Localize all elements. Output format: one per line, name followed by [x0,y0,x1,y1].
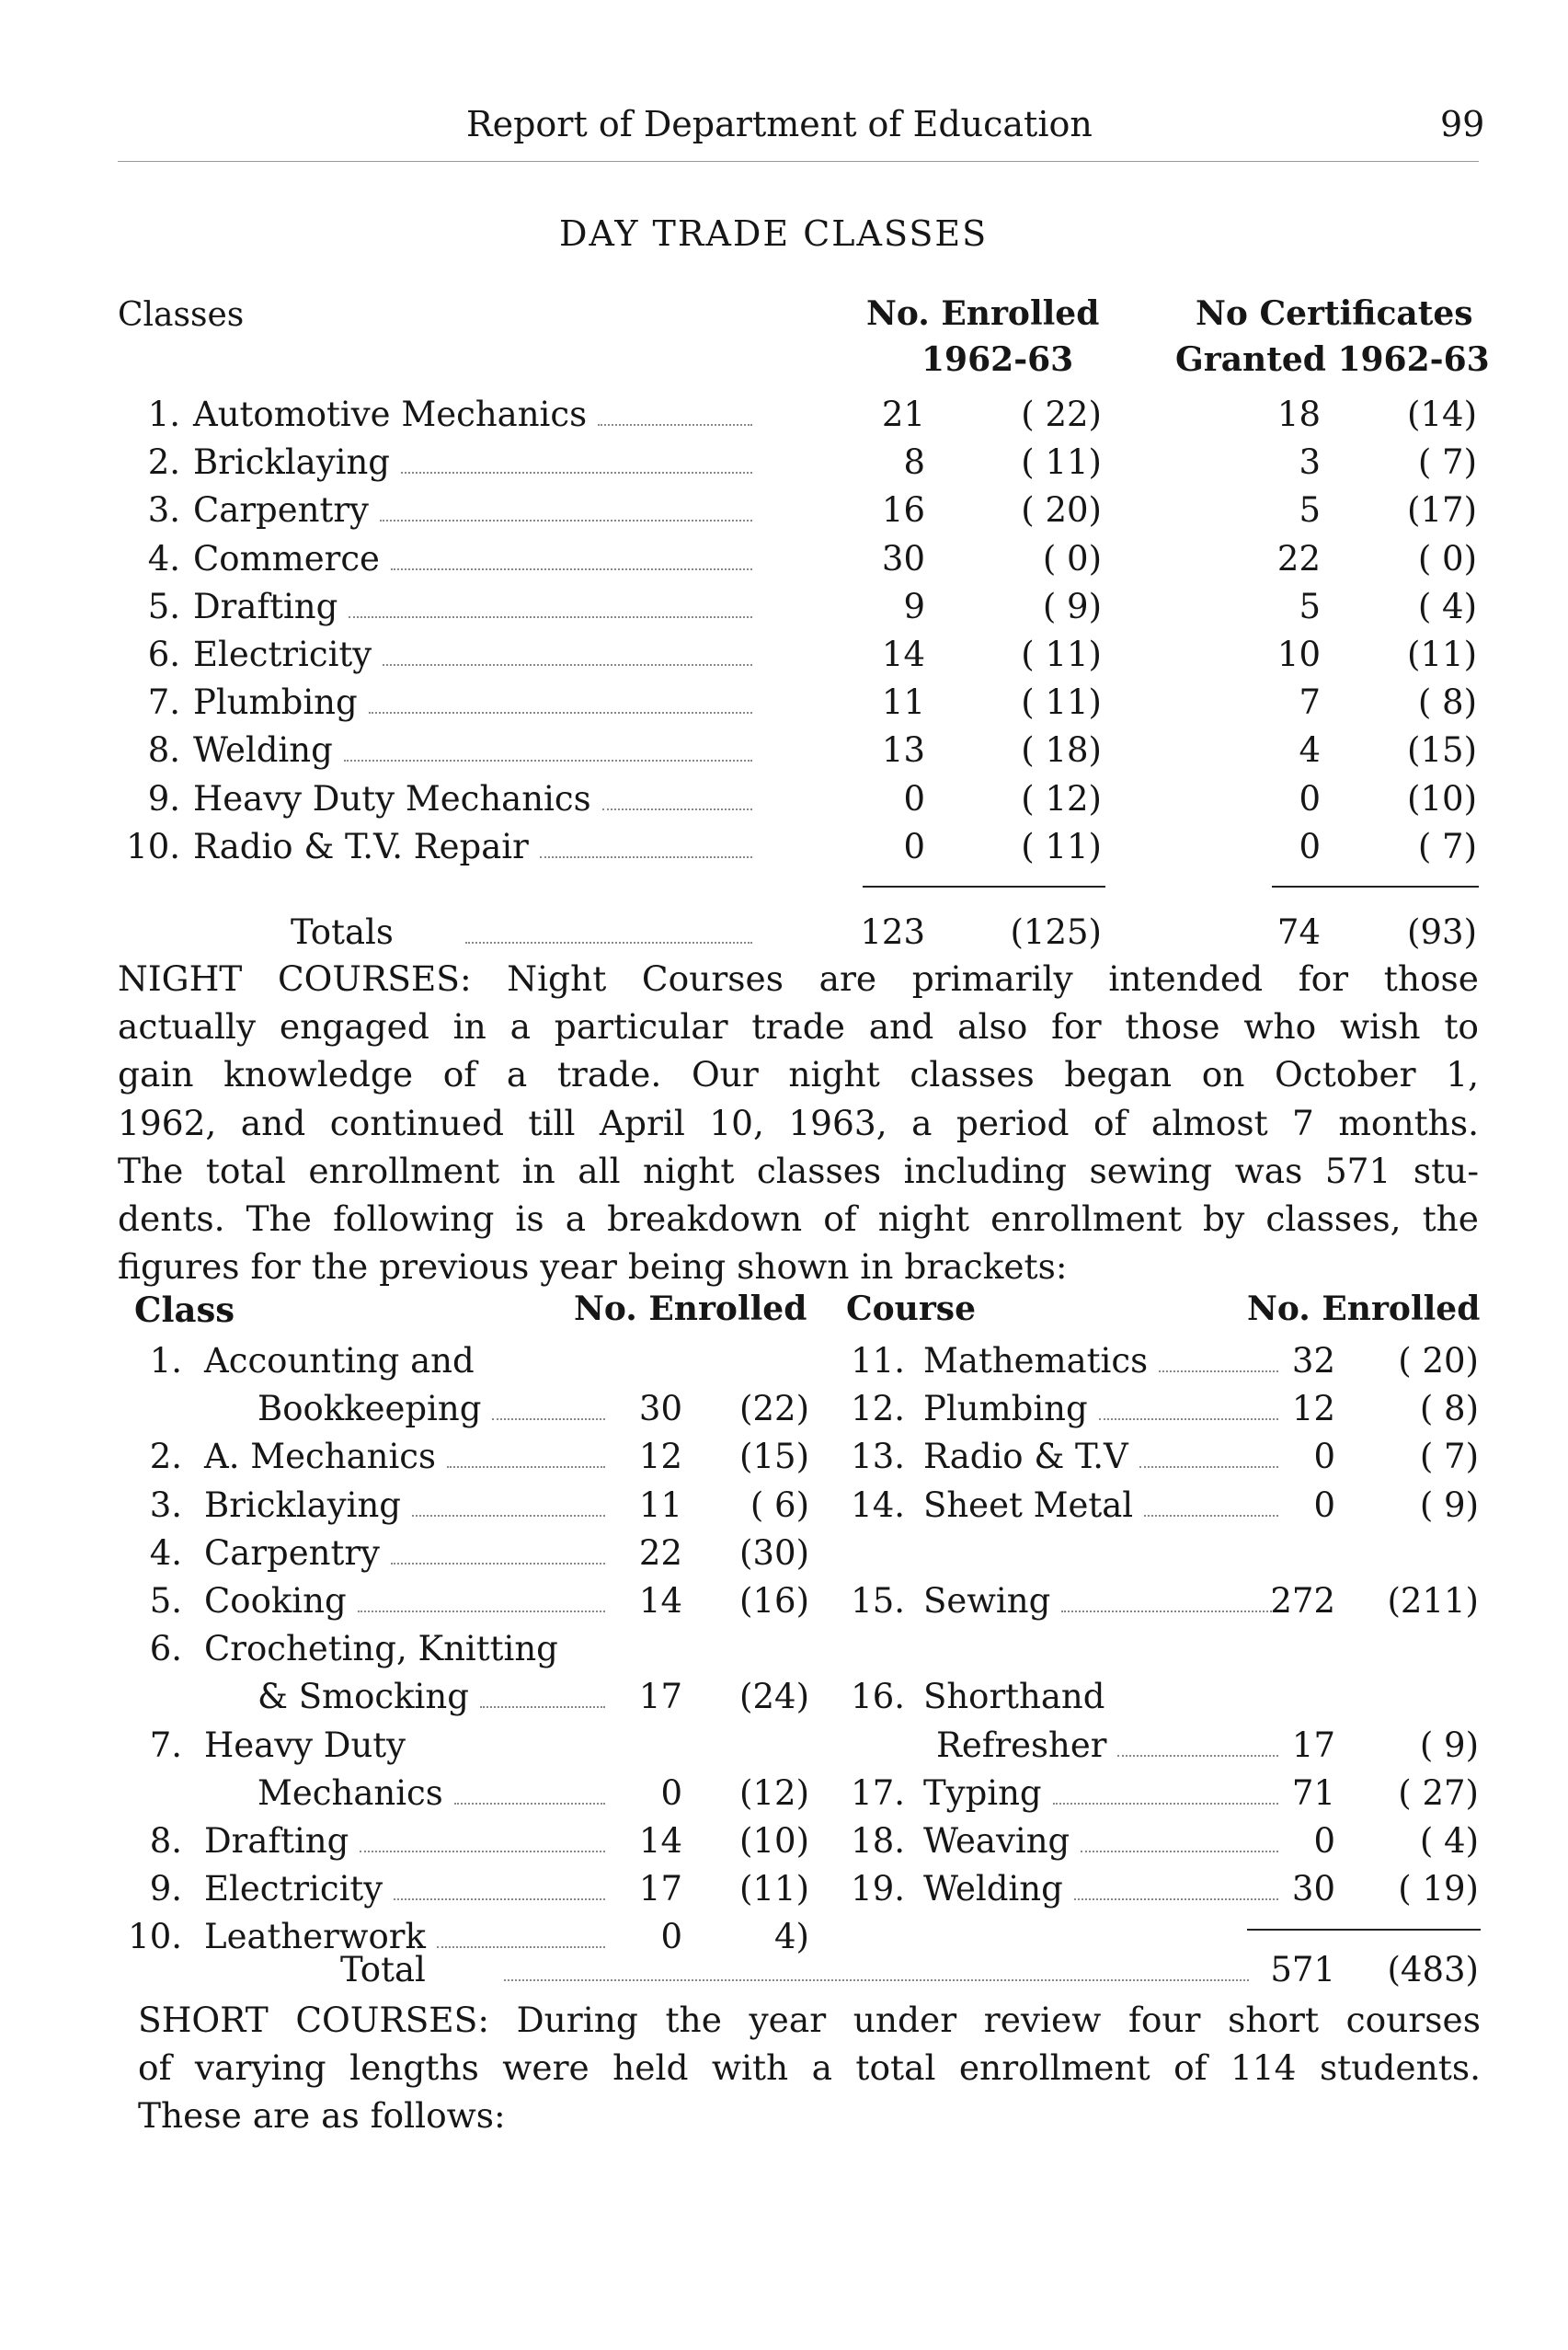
paragraph-line: 1962, and continued till April 10, 1963, a period of almost 7 months. [118,1102,1479,1143]
certificates-previous: (15) [1407,730,1477,771]
left-row-number: 5. [149,1581,182,1621]
enrolled-previous: ( 18) [1021,730,1102,771]
certificates-granted: 5 [1299,586,1321,626]
right-enrolled-previous: ( 9) [1419,1485,1479,1525]
right-row-number: 19. [851,1869,905,1909]
left-enrolled-previous: (15) [739,1437,809,1477]
certificates-granted: 7 [1299,682,1321,723]
left-enrolled-previous: (30) [739,1532,809,1573]
col-cert-year: Granted 1962-63 [1175,340,1490,379]
day-trade-row [0,727,1568,774]
col-cert-header: No Certificates [1196,294,1473,333]
night-col-course: Course [846,1290,976,1328]
left-class-name: Cooking [204,1581,347,1621]
right-dot-leader [1074,1898,1278,1900]
right-row-number: 12. [851,1389,905,1429]
right-course-name: Sheet Metal [923,1485,1134,1525]
certificates-previous: ( 8) [1417,682,1477,723]
paragraph-line: gain knowledge of a trade. Our night classes began on October 1, [118,1054,1479,1095]
class-name: Radio & T.V. Repair [193,826,529,866]
left-enrolled-previous: 4) [774,1917,809,1957]
day-trade-row [0,775,1568,823]
class-name: Carpentry [193,490,369,531]
paragraph-line: dents. The following is a breakdown of night enrollment by classes, the [118,1198,1479,1240]
row-number: 5. [147,586,180,626]
right-dot-leader [1053,1803,1278,1805]
left-dot-leader [412,1515,605,1517]
left-enrolled: 12 [638,1437,682,1477]
day-trade-row [0,631,1568,679]
certificates-granted: 10 [1276,635,1321,674]
left-enrolled-previous: (22) [739,1389,809,1429]
dot-leader [401,472,752,474]
header-rule [118,161,1479,162]
night-table-row [0,1482,1568,1530]
enrolled-total-rule [863,886,1105,888]
right-enrolled-previous: ( 9) [1419,1725,1479,1765]
night-total-enrolled: 571 [1270,1950,1335,1989]
certificates-previous: ( 4) [1417,586,1477,626]
paragraph-line: actually engaged in a particular trade and also for those who wish to [118,1006,1479,1048]
right-course-name: Sewing [923,1581,1051,1621]
night-col-enrolled-left: No. Enrolled [574,1290,807,1328]
left-enrolled: 14 [638,1581,682,1621]
enrolled-1962-63: 30 [881,538,925,579]
night-col-enrolled-right: No. Enrolled [1247,1290,1481,1328]
dot-leader [598,424,752,426]
enrolled-1962-63: 13 [881,730,925,771]
right-dot-leader [1081,1851,1278,1852]
right-enrolled-previous: ( 8) [1419,1389,1479,1429]
right-enrolled: 272 [1270,1581,1335,1621]
left-class-name: Drafting [204,1821,349,1861]
certificates-previous: (14) [1407,395,1477,434]
class-name: Electricity [193,635,372,674]
left-dot-leader [358,1611,605,1612]
left-class-name: & Smocking [258,1677,469,1717]
left-class-name: Electricity [204,1869,383,1909]
left-enrolled-previous: (12) [739,1772,809,1813]
left-row-number: 10. [128,1917,182,1957]
night-table-row [0,1530,1568,1577]
right-course-name: Mathematics [923,1341,1149,1381]
left-enrolled: 0 [660,1772,682,1813]
certificates-granted: 18 [1276,395,1321,434]
enrolled-1962-63: 9 [903,586,925,626]
enrolled-1962-63: 0 [903,826,925,866]
totals-cert: 74 [1276,912,1321,952]
enrolled-previous: ( 0) [1042,538,1102,579]
day-trade-row [0,823,1568,871]
dot-leader [383,664,752,666]
right-enrolled: 30 [1291,1869,1335,1909]
right-course-name: Weaving [923,1821,1070,1861]
enrolled-1962-63: 21 [881,395,925,434]
paragraph-line: figures for the previous year being shown in brackets: [118,1246,1068,1288]
left-dot-leader [480,1706,605,1708]
right-enrolled: 17 [1291,1725,1335,1765]
totals-leader [465,942,752,944]
day-trade-row [0,583,1568,631]
certificates-previous: (11) [1407,635,1477,674]
night-table-row [0,1385,1568,1433]
left-row-number: 9. [149,1869,182,1909]
right-enrolled-previous: (211) [1387,1581,1479,1621]
class-name: Automotive Mechanics [193,395,588,434]
left-class-name: Leatherwork [204,1917,426,1957]
left-dot-leader [492,1418,605,1420]
dot-leader [344,760,752,762]
night-total-rule [1247,1929,1481,1931]
totals-enrolled: 123 [860,912,925,952]
right-enrolled: 32 [1291,1341,1335,1381]
right-row-number: 15. [851,1581,905,1621]
enrolled-previous: ( 11) [1021,442,1102,483]
dot-leader [602,808,752,810]
night-table-row [0,1433,1568,1481]
night-total-prev: (483) [1387,1950,1479,1989]
class-name: Commerce [193,538,380,579]
night-table-row [0,1722,1568,1770]
left-dot-leader [360,1851,605,1852]
enrolled-1962-63: 11 [881,682,925,723]
paragraph-line: of varying lengths were held with a total enrollment of 114 students. [138,2047,1481,2089]
night-courses-paragraph [118,955,1479,1290]
left-enrolled: 22 [638,1532,682,1573]
right-row-number: 11. [851,1341,905,1381]
right-course-name: Radio & T.V [923,1437,1128,1477]
enrolled-previous: ( 20) [1021,490,1102,531]
enrolled-previous: ( 11) [1021,826,1102,866]
right-dot-leader [1061,1611,1278,1612]
left-enrolled-previous: (24) [739,1677,809,1717]
enrolled-previous: ( 12) [1021,778,1102,819]
right-course-name: Welding [923,1869,1063,1909]
day-trade-title: DAY TRADE CLASSES [559,213,989,254]
left-enrolled-previous: (10) [739,1821,809,1861]
right-enrolled-previous: ( 4) [1419,1821,1479,1861]
col-enrolled-header: No. Enrolled [866,294,1100,333]
left-enrolled-previous: (16) [739,1581,809,1621]
left-row-number: 8. [149,1821,182,1861]
class-name: Plumbing [193,682,358,723]
right-row-number: 13. [851,1437,905,1477]
day-trade-row [0,535,1568,583]
totals-label: Totals [291,912,394,952]
certificates-previous: ( 7) [1417,442,1477,483]
left-enrolled-previous: (11) [739,1869,809,1909]
certificates-previous: (17) [1407,490,1477,531]
day-totals-row [0,909,1568,957]
night-table-row [0,1337,1568,1385]
certificates-previous: ( 7) [1417,826,1477,866]
night-table-row [0,1770,1568,1817]
cert-total-rule [1272,886,1479,888]
short-courses-paragraph [138,1996,1481,2140]
enrolled-1962-63: 16 [881,490,925,531]
left-enrolled: 30 [638,1389,682,1429]
certificates-granted: 4 [1299,730,1321,771]
day-trade-row [0,391,1568,439]
dot-leader [349,616,752,618]
right-row-number: 14. [851,1485,905,1525]
night-table-row [0,1865,1568,1913]
paragraph-line: NIGHT COURSES: Night Courses are primarily intended for those [118,958,1479,999]
row-number: 8. [147,730,180,771]
enrolled-previous: ( 9) [1042,586,1102,626]
left-row-number: 2. [149,1437,182,1477]
right-enrolled: 0 [1313,1485,1335,1525]
enrolled-previous: ( 11) [1021,682,1102,723]
night-table-row [0,1673,1568,1721]
right-course-name: Typing [923,1772,1042,1813]
right-course-name: Shorthand [923,1677,1105,1717]
right-course-name: Plumbing [923,1389,1088,1429]
right-row-number: 16. [851,1677,905,1717]
left-dot-leader [454,1803,605,1805]
left-row-number: 3. [149,1485,182,1525]
left-class-name: Heavy Duty [204,1725,406,1765]
row-number: 4. [147,538,180,579]
night-table-row [0,1625,1568,1673]
paragraph-line: The total enrollment in all night classes including sewing was 571 stu- [118,1150,1479,1191]
left-enrolled: 17 [638,1869,682,1909]
left-class-name: A. Mechanics [204,1437,437,1477]
day-trade-row [0,679,1568,727]
enrolled-1962-63: 14 [881,635,925,674]
right-course-name: Refresher [936,1725,1107,1765]
left-dot-leader [394,1898,605,1900]
certificates-granted: 0 [1299,778,1321,819]
class-name: Bricklaying [193,442,390,483]
row-number: 10. [126,826,180,866]
row-number: 6. [147,635,180,674]
left-row-number: 6. [149,1629,182,1669]
left-class-name: Bricklaying [204,1485,401,1525]
totals-cert-prev: (93) [1407,912,1477,952]
paragraph-line: SHORT COURSES: During the year under review four short courses [138,2000,1481,2040]
night-total-label: Total [340,1950,426,1989]
right-enrolled-previous: ( 27) [1398,1772,1479,1813]
right-enrolled-previous: ( 19) [1398,1869,1479,1909]
col-classes-header: Classes [118,296,245,334]
right-enrolled: 12 [1291,1389,1335,1429]
right-enrolled: 0 [1313,1821,1335,1861]
right-row-number: 17. [851,1772,905,1813]
left-class-name: Accounting and [204,1341,475,1381]
left-enrolled: 0 [660,1917,682,1957]
dot-leader [380,520,752,522]
certificates-granted: 22 [1276,538,1321,579]
certificates-granted: 3 [1299,442,1321,483]
row-number: 3. [147,490,180,531]
col-enrolled-year: 1962-63 [921,340,1074,379]
right-row-number: 18. [851,1821,905,1861]
enrolled-1962-63: 0 [903,778,925,819]
right-enrolled-previous: ( 20) [1398,1341,1479,1381]
running-title: Report of Department of Education [466,104,1093,144]
dot-leader [391,568,752,570]
left-dot-leader [447,1466,605,1468]
certificates-previous: ( 0) [1417,538,1477,579]
left-row-number: 1. [149,1341,182,1381]
certificates-previous: (10) [1407,778,1477,819]
dot-leader [369,712,752,714]
row-number: 2. [147,442,180,483]
row-number: 7. [147,682,180,723]
right-enrolled: 71 [1291,1772,1335,1813]
class-name: Drafting [193,586,338,626]
left-class-name: Mechanics [258,1772,443,1813]
night-total-leader [504,1979,1249,1981]
paragraph-line: These are as follows: [138,2095,506,2137]
right-enrolled: 0 [1313,1437,1335,1477]
enrolled-1962-63: 8 [903,442,925,483]
day-trade-row [0,439,1568,487]
row-number: 9. [147,778,180,819]
totals-enrolled-prev: (125) [1010,912,1102,952]
left-class-name: Carpentry [204,1532,380,1573]
certificates-granted: 5 [1299,490,1321,531]
left-class-name: Bookkeeping [258,1389,482,1429]
class-name: Heavy Duty Mechanics [193,778,591,819]
night-table-row [0,1577,1568,1625]
left-dot-leader [391,1563,605,1565]
day-trade-row [0,487,1568,534]
left-enrolled: 17 [638,1677,682,1717]
enrolled-previous: ( 22) [1021,395,1102,434]
row-number: 1. [147,395,180,434]
left-row-number: 4. [149,1532,182,1573]
enrolled-previous: ( 11) [1021,635,1102,674]
right-enrolled-previous: ( 7) [1419,1437,1479,1477]
left-class-name: Crocheting, Knitting [204,1629,558,1669]
left-enrolled: 11 [638,1485,682,1525]
left-enrolled: 14 [638,1821,682,1861]
page-number: 99 [1440,104,1485,144]
night-col-class: Class [134,1290,235,1330]
certificates-granted: 0 [1299,826,1321,866]
left-enrolled-previous: ( 6) [750,1485,809,1525]
left-row-number: 7. [149,1725,182,1765]
class-name: Welding [193,730,333,771]
night-table-row [0,1817,1568,1865]
night-total-row [0,1946,1568,1994]
dot-leader [540,856,752,858]
